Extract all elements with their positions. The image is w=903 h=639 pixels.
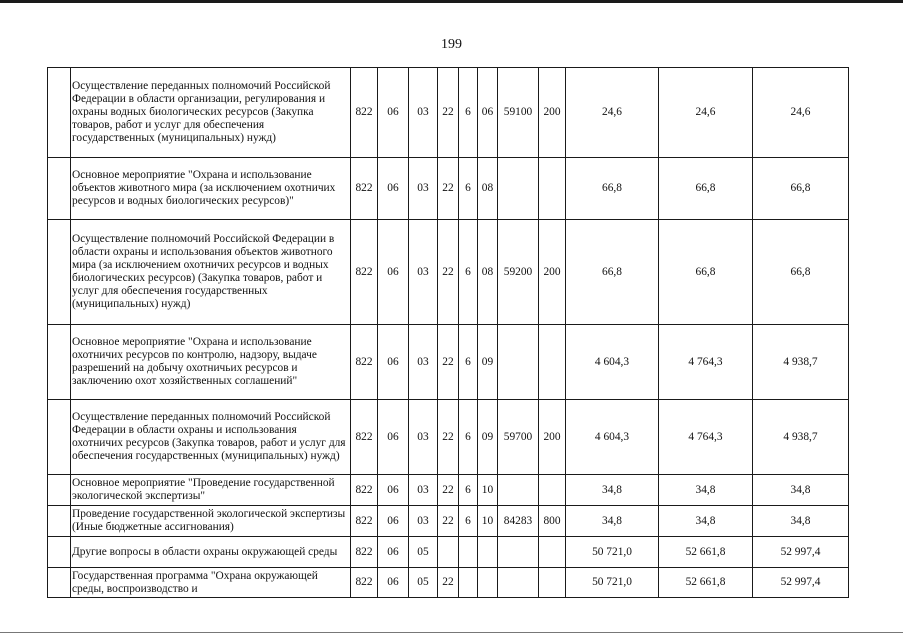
code-section: 06 [378, 475, 409, 506]
code-subprogram [459, 568, 478, 598]
amount-year-2: 66,8 [659, 158, 753, 220]
code-program: 22 [438, 475, 459, 506]
row-margin-cell [48, 400, 71, 475]
amount-year-1: 50 721,0 [566, 568, 659, 598]
code-ministry: 822 [351, 68, 378, 158]
table-row [48, 325, 849, 400]
code-ministry: 822 [351, 400, 378, 475]
row-margin-cell [48, 506, 71, 537]
code-expense-type: 200 [539, 68, 566, 158]
code-section: 06 [378, 325, 409, 400]
row-description: Основное мероприятие "Проведение государственной экологической экспертизы" [71, 475, 351, 506]
bottom-border-line [0, 632, 903, 633]
amount-year-3: 52 997,4 [753, 537, 849, 568]
table-row [48, 158, 849, 220]
row-margin-cell [48, 68, 71, 158]
top-border-line [0, 0, 903, 3]
code-subprogram: 6 [459, 475, 478, 506]
table-row [48, 568, 849, 598]
page-number: 199 [441, 37, 462, 52]
code-section: 06 [378, 400, 409, 475]
code-direction: 59100 [498, 68, 539, 158]
code-section: 06 [378, 68, 409, 158]
amount-year-2: 34,8 [659, 506, 753, 537]
code-ministry: 822 [351, 537, 378, 568]
amount-year-3: 4 938,7 [753, 325, 849, 400]
code-activity: 08 [478, 158, 498, 220]
code-activity [478, 568, 498, 598]
code-section: 06 [378, 220, 409, 325]
code-expense-type: 200 [539, 400, 566, 475]
row-description: Основное мероприятие "Охрана и использование объектов животного мира (за исключением охотничих ресурсов и водных биологических ресурсов)" [71, 158, 351, 220]
code-activity: 06 [478, 68, 498, 158]
amount-year-3: 24,6 [753, 68, 849, 158]
budget-table [47, 67, 849, 598]
code-ministry: 822 [351, 506, 378, 537]
code-ministry: 822 [351, 220, 378, 325]
code-subprogram: 6 [459, 68, 478, 158]
code-expense-type [539, 158, 566, 220]
amount-year-3: 52 997,4 [753, 568, 849, 598]
table-row [48, 537, 849, 568]
code-subsection: 05 [409, 568, 438, 598]
amount-year-3: 4 938,7 [753, 400, 849, 475]
code-activity: 09 [478, 325, 498, 400]
amount-year-2: 52 661,8 [659, 537, 753, 568]
code-program: 22 [438, 68, 459, 158]
amount-year-1: 66,8 [566, 220, 659, 325]
row-description: Осуществление переданных полномочий Российской Федерации в области организации, регулирования и охраны водных биологических ресурсов (Закупка товаров, работ и услуг для обеспечения государственных (муниципальных) нужд) [71, 68, 351, 158]
code-subprogram: 6 [459, 220, 478, 325]
amount-year-2: 66,8 [659, 220, 753, 325]
code-subsection: 03 [409, 68, 438, 158]
amount-year-1: 34,8 [566, 506, 659, 537]
table-row [48, 220, 849, 325]
amount-year-1: 50 721,0 [566, 537, 659, 568]
row-description: Проведение государственной экологической экспертизы (Иные бюджетные ассигнования) [71, 506, 351, 537]
row-margin-cell [48, 568, 71, 598]
code-direction [498, 475, 539, 506]
code-direction [498, 537, 539, 568]
code-direction [498, 325, 539, 400]
amount-year-2: 24,6 [659, 68, 753, 158]
code-subsection: 03 [409, 158, 438, 220]
row-description: Основное мероприятие "Охрана и использование охотничих ресурсов по контролю, надзору, выдаче разрешений на добычу охотничьих ресурсов и заключению охот хозяйственных соглашений" [71, 325, 351, 400]
amount-year-1: 34,8 [566, 475, 659, 506]
amount-year-1: 4 604,3 [566, 325, 659, 400]
code-direction: 84283 [498, 506, 539, 537]
row-margin-cell [48, 158, 71, 220]
row-margin-cell [48, 537, 71, 568]
code-subprogram: 6 [459, 400, 478, 475]
code-activity: 09 [478, 400, 498, 475]
code-activity: 08 [478, 220, 498, 325]
code-ministry: 822 [351, 475, 378, 506]
code-program: 22 [438, 325, 459, 400]
code-subsection: 03 [409, 475, 438, 506]
amount-year-2: 34,8 [659, 475, 753, 506]
code-direction [498, 568, 539, 598]
code-direction: 59200 [498, 220, 539, 325]
amount-year-3: 34,8 [753, 506, 849, 537]
code-subsection: 03 [409, 506, 438, 537]
row-description: Государственная программа "Охрана окружающей среды, воспроизводство и [71, 568, 351, 598]
amount-year-2: 52 661,8 [659, 568, 753, 598]
row-margin-cell [48, 475, 71, 506]
code-expense-type [539, 325, 566, 400]
row-margin-cell [48, 220, 71, 325]
code-program: 22 [438, 158, 459, 220]
amount-year-3: 66,8 [753, 158, 849, 220]
code-expense-type: 800 [539, 506, 566, 537]
code-program [438, 537, 459, 568]
code-ministry: 822 [351, 568, 378, 598]
code-direction: 59700 [498, 400, 539, 475]
code-subsection: 05 [409, 537, 438, 568]
table-row [48, 475, 849, 506]
amount-year-2: 4 764,3 [659, 325, 753, 400]
code-subprogram: 6 [459, 158, 478, 220]
code-subsection: 03 [409, 400, 438, 475]
amount-year-1: 4 604,3 [566, 400, 659, 475]
table-row [48, 400, 849, 475]
amount-year-3: 34,8 [753, 475, 849, 506]
code-section: 06 [378, 568, 409, 598]
amount-year-2: 4 764,3 [659, 400, 753, 475]
amount-year-1: 66,8 [566, 158, 659, 220]
code-direction [498, 158, 539, 220]
code-section: 06 [378, 537, 409, 568]
code-ministry: 822 [351, 158, 378, 220]
code-expense-type [539, 537, 566, 568]
code-subprogram [459, 537, 478, 568]
amount-year-1: 24,6 [566, 68, 659, 158]
code-activity [478, 537, 498, 568]
code-program: 22 [438, 568, 459, 598]
code-program: 22 [438, 400, 459, 475]
code-subprogram: 6 [459, 506, 478, 537]
code-activity: 10 [478, 475, 498, 506]
code-activity: 10 [478, 506, 498, 537]
row-description: Осуществление полномочий Российской Федерации в области охраны и использования объектов животного мира (за исключением охотничих ресурсов и водных биологических ресурсов) (Закупка товаров, работ и услуг для обеспечения государственных (муниципальных) нужд) [71, 220, 351, 325]
code-expense-type [539, 568, 566, 598]
code-program: 22 [438, 220, 459, 325]
code-expense-type: 200 [539, 220, 566, 325]
row-description: Осуществление переданных полномочий Российской Федерации в области охраны и использования охотничих ресурсов (Закупка товаров, работ и услуг для обеспечения государственных (муниципальных) нужд) [71, 400, 351, 475]
code-expense-type [539, 475, 566, 506]
code-subprogram: 6 [459, 325, 478, 400]
code-section: 06 [378, 158, 409, 220]
code-subsection: 03 [409, 325, 438, 400]
amount-year-3: 66,8 [753, 220, 849, 325]
row-margin-cell [48, 325, 71, 400]
table-row [48, 506, 849, 537]
row-description: Другие вопросы в области охраны окружающей среды [71, 537, 351, 568]
code-section: 06 [378, 506, 409, 537]
code-ministry: 822 [351, 325, 378, 400]
table-row [48, 68, 849, 158]
code-program: 22 [438, 506, 459, 537]
code-subsection: 03 [409, 220, 438, 325]
